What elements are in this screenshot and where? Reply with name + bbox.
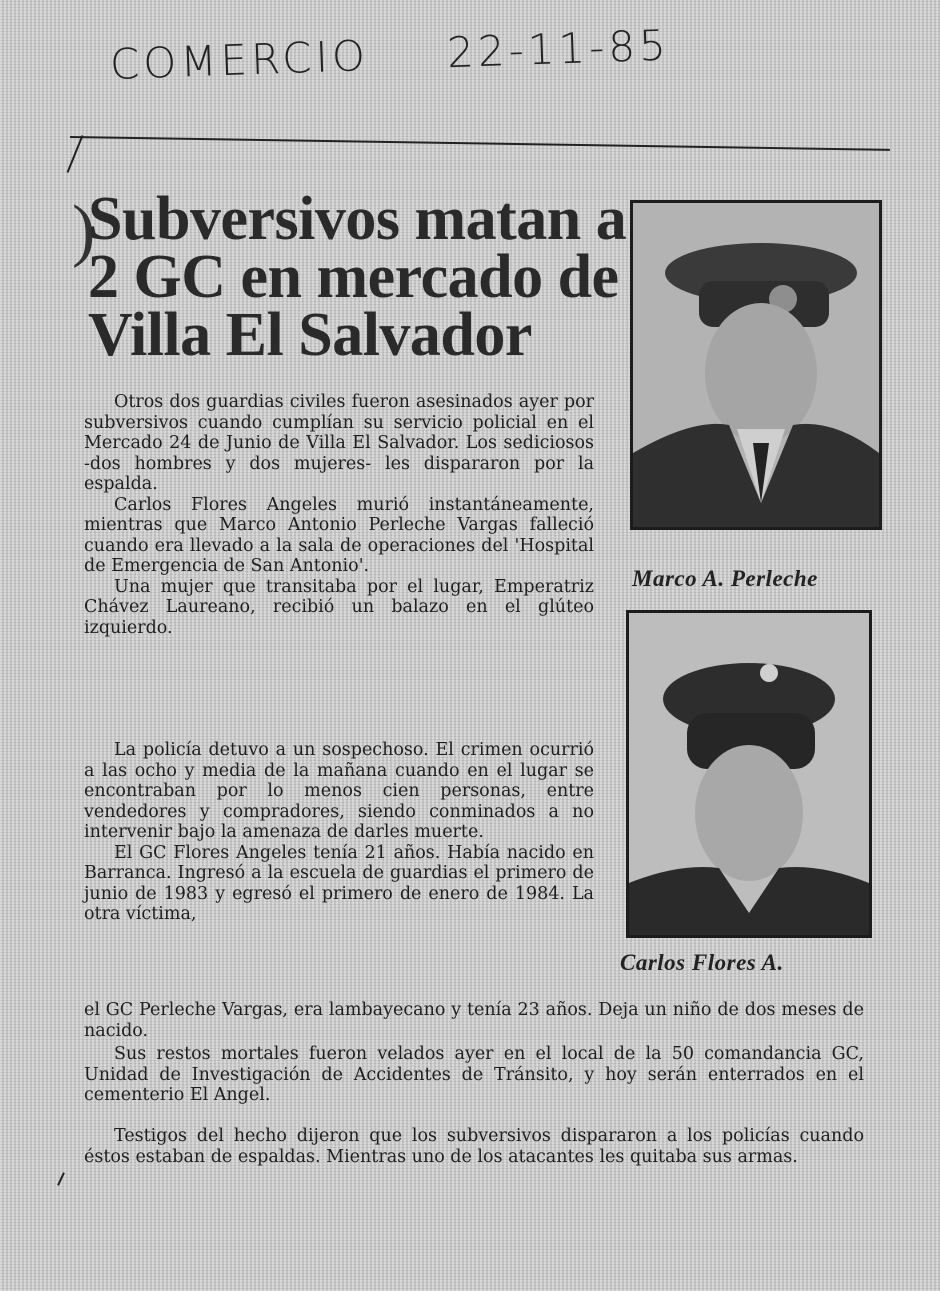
paragraph: Una mujer que transitaba por el lugar, Emperatriz Chávez Laureano, recibió un balazo en el glúteo izquierdo. (84, 576, 594, 638)
clipping-top-rule (70, 136, 890, 151)
photo-perleche (630, 200, 882, 530)
photo-caption-flores: Carlos Flores A. (620, 950, 784, 975)
handwritten-annotation (109, 20, 670, 89)
margin-mark (57, 1172, 65, 1186)
portrait-image (633, 203, 879, 527)
article-wide-1 (84, 1000, 864, 1041)
article-wide-2 (84, 1044, 864, 1106)
headline-line-1: Subversivos matan a (88, 185, 627, 253)
handwritten-date: 22-11-85 (446, 20, 671, 78)
photo-caption-perleche: Marco A. Perleche (632, 566, 818, 591)
paragraph: Carlos Flores Angeles murió instantáneamente, mientras que Marco Antonio Perleche Vargas falleció cuando era llevado a la sala de operaciones del 'Hospital de Emergencia de San Antonio'. (84, 494, 594, 576)
paragraph: Sus restos mortales fueron velados ayer en el local de la 50 comandancia GC, Unidad de Investigación de Accidentes de Tránsito, y hoy serán enterrados en el cementerio El Angel. (84, 1044, 864, 1105)
photo-flores (626, 610, 872, 938)
article-wide-3 (84, 1126, 864, 1167)
paragraph: el GC Perleche Vargas, era lambayecano y tenía 23 años. Deja un niño de dos meses de nacido. (84, 1000, 864, 1041)
margin-bracket: ) (72, 192, 96, 269)
paragraph: El GC Flores Angeles tenía 21 años. Había nacido en Barranca. Ingresó a la escuela de guardias el primero de junio de 1983 y egresó el primero de enero de 1984. La otra víctima, (84, 842, 594, 924)
headline-line-2: 2 GC en mercado de (88, 243, 619, 311)
article-column-2 (84, 740, 594, 925)
headline (88, 185, 628, 369)
corner-mark (67, 135, 84, 173)
paragraph: Otros dos guardias civiles fueron asesinados ayer por subversivos cuando cumplían su servicio policial en el Mercado 24 de Junio de Villa El Salvador. Los sediciosos -dos hombres y dos mujeres- les dispararon por la espalda. (84, 392, 594, 494)
article-column-1 (84, 392, 594, 638)
paragraph: La policía detuvo a un sospechoso. El crimen ocurrió a las ocho y media de la mañana cuando en el lugar se encontraban por lo menos cien personas, entre vendedores y compradores, siendo conminados a no intervenir bajo la amenaza de darles muerte. (84, 740, 594, 842)
portrait-image (629, 613, 869, 935)
headline-line-3: Villa El Salvador (88, 301, 532, 369)
paragraph: Testigos del hecho dijeron que los subversivos dispararon a los policías cuando éstos estaban de espaldas. Mientras uno de los atacantes les quitaba sus armas. (84, 1126, 864, 1167)
handwritten-source: COMERCIO (109, 30, 370, 89)
